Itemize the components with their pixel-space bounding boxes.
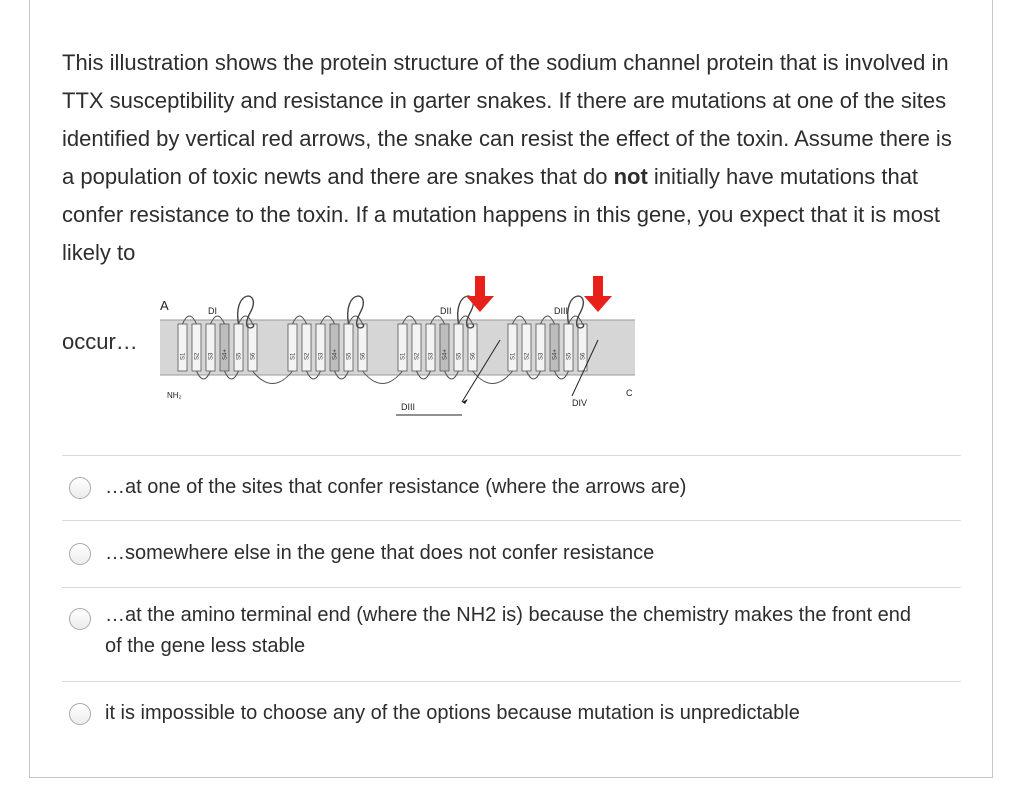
segment-1-6 bbox=[248, 324, 257, 371]
segment-4-6 bbox=[578, 324, 587, 371]
segment-label: S6 bbox=[580, 352, 587, 360]
segment-4-1 bbox=[508, 324, 517, 371]
divider bbox=[62, 520, 961, 521]
answer-option-3[interactable] bbox=[62, 600, 961, 666]
c-terminus-label: C bbox=[626, 388, 633, 398]
domain-label-di: DI bbox=[208, 306, 217, 316]
segment-label: S5 bbox=[346, 352, 353, 360]
segment-2-2 bbox=[302, 324, 311, 371]
segment-1-1 bbox=[178, 324, 187, 371]
question-text bbox=[62, 44, 962, 272]
radio-button[interactable] bbox=[69, 703, 91, 725]
divider bbox=[62, 455, 961, 456]
segment-label: S4+ bbox=[332, 349, 339, 360]
domain-label-diii: DIII bbox=[401, 402, 416, 412]
segment-label: S3 bbox=[208, 352, 215, 360]
radio-button[interactable] bbox=[69, 543, 91, 565]
segment-4-3 bbox=[536, 324, 545, 371]
answer-option-4[interactable] bbox=[62, 698, 961, 734]
answer-option-2[interactable] bbox=[62, 538, 961, 574]
segment-label: S5 bbox=[456, 352, 463, 360]
answer-option-label[interactable]: …at one of the sites that confer resistance (where the arrows are) bbox=[105, 476, 687, 498]
segment-label: S6 bbox=[360, 352, 367, 360]
divider bbox=[62, 587, 961, 588]
question-continuation: occur… bbox=[62, 329, 138, 354]
segment-4-5 bbox=[564, 324, 573, 371]
question-text-part1: This illustration shows the protein structure of the sodium channel protein that is involved in TTX susceptibility and resistance in garter snakes. If there are mutations at one of the sites identified by vertical red arrows, the snake can resist the effect of the toxin. Assume there is a population of toxic newts and there are snakes that do bbox=[62, 50, 952, 189]
segment-3-1 bbox=[398, 324, 407, 371]
segment-2-6 bbox=[358, 324, 367, 371]
segment-1-2 bbox=[192, 324, 201, 371]
segment-label: S5 bbox=[236, 352, 243, 360]
domain-label-diii-top: DIII bbox=[554, 306, 569, 316]
segment-label: S1 bbox=[180, 352, 187, 360]
question-text-part2: initially have mutations that confer resistance to the toxin. If a mutation happens in this gene, you expect that it is most likely to bbox=[62, 164, 941, 265]
answer-option-label[interactable]: …somewhere else in the gene that does not confer resistance bbox=[105, 542, 655, 564]
segment-2-3 bbox=[316, 324, 325, 371]
segment-label: S2 bbox=[304, 352, 311, 360]
segment-2-4 bbox=[330, 324, 339, 371]
domain-label-dii: DII bbox=[440, 306, 452, 316]
radio-button[interactable] bbox=[69, 477, 91, 499]
segment-3-6 bbox=[468, 324, 477, 371]
segment-label: S3 bbox=[428, 352, 435, 360]
segment-label: S4+ bbox=[552, 349, 559, 360]
segment-2-1 bbox=[288, 324, 297, 371]
segment-label: S1 bbox=[510, 352, 517, 360]
segment-label: S6 bbox=[470, 352, 477, 360]
resistance-arrow-1 bbox=[466, 276, 494, 312]
radio-button[interactable] bbox=[69, 608, 91, 630]
segment-label: S2 bbox=[194, 352, 201, 360]
segment-label: S4+ bbox=[222, 349, 229, 360]
segment-label: S6 bbox=[250, 352, 257, 360]
segment-label: S2 bbox=[524, 352, 531, 360]
segment-label: S2 bbox=[414, 352, 421, 360]
segment-label: S3 bbox=[318, 352, 325, 360]
segment-label: S3 bbox=[538, 352, 545, 360]
domain-label-div: DIV bbox=[572, 398, 588, 408]
segment-3-4 bbox=[440, 324, 449, 371]
segment-1-5 bbox=[234, 324, 243, 371]
segment-label: S5 bbox=[566, 352, 573, 360]
panel-label: A bbox=[160, 298, 169, 313]
segment-3-5 bbox=[454, 324, 463, 371]
resistance-arrow-2 bbox=[584, 276, 612, 312]
segment-4-2 bbox=[522, 324, 531, 371]
answer-option-label[interactable]: …at the amino terminal end (where the NH2 is) because the chemistry makes the front end of the gene less stable bbox=[105, 604, 911, 657]
segment-1-4 bbox=[220, 324, 229, 371]
segment-label: S1 bbox=[400, 352, 407, 360]
question-emphasis: not bbox=[613, 164, 648, 189]
segment-3-2 bbox=[412, 324, 421, 371]
sodium-channel-figure bbox=[150, 268, 640, 430]
segment-1-3 bbox=[206, 324, 215, 371]
answer-option-label[interactable]: it is impossible to choose any of the options because mutation is unpredictable bbox=[105, 702, 800, 724]
n-terminus-label: NH₂ bbox=[167, 391, 182, 400]
answer-option-1[interactable] bbox=[62, 472, 961, 508]
segment-4-4 bbox=[550, 324, 559, 371]
segment-label: S1 bbox=[290, 352, 297, 360]
segment-3-3 bbox=[426, 324, 435, 371]
segment-label: S4+ bbox=[442, 349, 449, 360]
divider bbox=[62, 681, 961, 682]
segment-2-5 bbox=[344, 324, 353, 371]
